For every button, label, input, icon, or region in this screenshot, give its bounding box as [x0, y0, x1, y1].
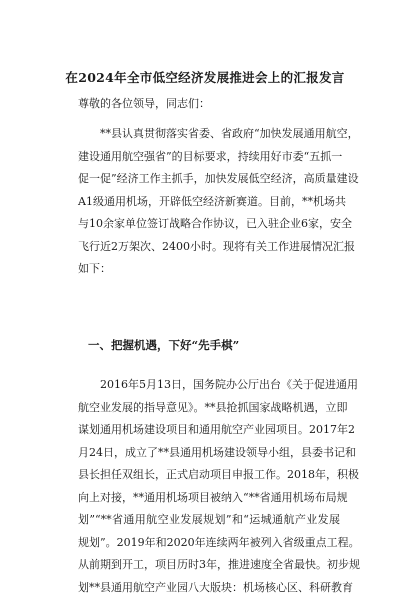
paragraph-intro: [78, 123, 340, 281]
paragraph-line: 划**县通用航空产业园八大版块：机场核心区、科研教育: [78, 577, 340, 599]
document-title: 在2024年全市低空经济发展推进会上的汇报发言: [0, 68, 410, 86]
paragraph-line: 划”“**省通用航空业发展规划”和“运城通航产业发展: [78, 509, 340, 532]
paragraph-line: 建设通用航空强省”的目标要求，持续用好市委“五抓一: [78, 146, 340, 169]
paragraph-line: 月24日，成立了**县通用机场建设领导小组，县委书记和: [78, 442, 340, 465]
salutation: 尊敬的各位领导，同志们：: [78, 95, 210, 111]
paragraph-line: 如下：: [78, 258, 340, 281]
paragraph-line: **县认真贯彻落实省委、省政府“加快发展通用航空，: [78, 123, 340, 146]
paragraph-line: 县长担任双组长，正式启动项目申报工作。2018年，积极: [78, 464, 340, 487]
paragraph-line: A1级通用机场，开辟低空经济新赛道。目前，**机场共: [78, 191, 340, 214]
paragraph-line: 2016年5月13日，国务院办公厅出台《关于促进通用: [78, 374, 340, 397]
section-heading: 一、把握机遇，下好“先手棋”: [88, 337, 239, 353]
paragraph-line: 向上对接，**通用机场项目被纳入“**省通用机场布局规: [78, 487, 340, 510]
paragraph-line: 与10余家单位签订战略合作协议，已入驻企业6家，安全: [78, 213, 340, 236]
paragraph-line: 谋划通用机场建设项目和通用航空产业园项目。2017年2: [78, 419, 340, 442]
paragraph-section-1: [78, 374, 340, 599]
paragraph-line: 飞行近2万架次、2400小时。现将有关工作进展情况汇报: [78, 236, 340, 259]
paragraph-line: 从前期到开工，项目历时3年，推进速度全省最快。初步规: [78, 554, 340, 577]
paragraph-line: 航空业发展的指导意见》。**县抢抓国家战略机遇，立即: [78, 397, 340, 420]
paragraph-line: 促一促”经济工作主抓手，加快发展低空经济，高质量建设: [78, 168, 340, 191]
paragraph-line: 规划”。2019年和2020年连续两年被列入省级重点工程。: [78, 532, 340, 555]
